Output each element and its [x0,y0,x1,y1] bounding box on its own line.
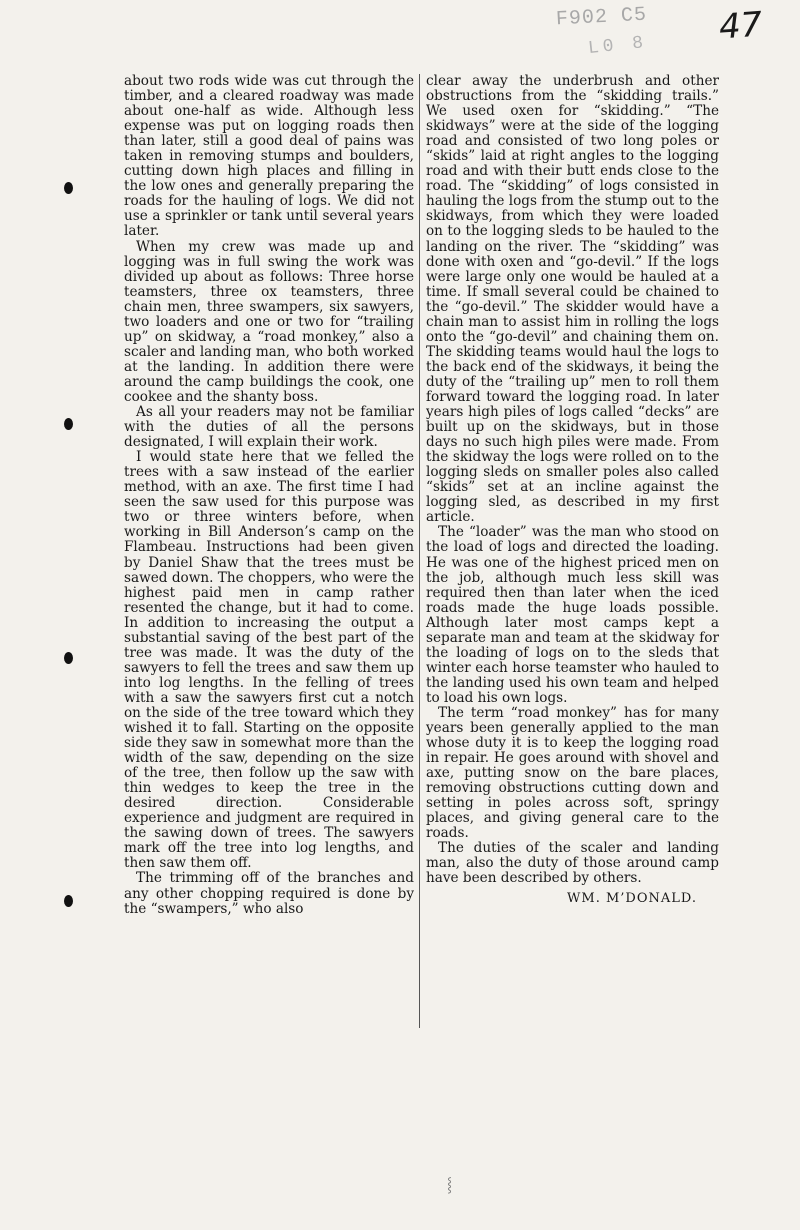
paragraph: The duties of the scaler and landing man, also the duty of those around camp have been described by others. [426,840,719,887]
punch-hole-4 [64,895,73,907]
paragraph: When my crew was made up and logging was in full swing the work was divided up about as follows: Three horse teamsters, three ox teamsters, three chain men, three swampers, six sawyers, two loaders and one or two for “trailing up” on skidway, a “road monkey,” also a scaler and landing man, who both worked at the landing. In addition there were around the camp buildings the cook, one cookee and the shanty boss. [124,238,414,405]
paragraph: about two rods wide was cut through the timber, and a cleared roadway was made about one-half as wide. Although less expense was put on logging roads then than later, still a good deal of pains was taken in removing stumps and boulders, cutting down high places and filling in the low ones and generally preparing the roads for the hauling of logs. We did not use a sprinkler or tank until several years later. [124,73,414,240]
paragraph: clear away the underbrush and other obstructions from the “skidding trails.” We used oxen for “skidding.” “The skidways” were at the side of the logging road and consisted of two long poles or “skids” laid at right angles to the logging road and with their butt ends close to the road. The “skidding” of logs consisted in hauling the logs from the stump out to the skidways, from which they were loaded on to the logging sleds to be hauled to the landing on the river. The “skidding” was done with oxen and “go-devil.” If the logs were large only one would be hauled at a time. If small several could be chained to the “go-devil.” The skidder would have a chain man to assist him in rolling the logs onto the “go-devil” and chaining them on. The skidding teams would haul the logs to the back end of the skidways, it being the duty of the “trailing up” men to roll them forward toward the logging road. In later years high piles of logs called “decks” are built up on the skidways, but in those days no such high piles were made. From the skidway the logs were rolled on to the logging sleds on smaller poles also called “skids” set at an incline against the logging sled, as described in my first article. [426,73,719,526]
paragraph: The trimming off of the branches and any other chopping required is done by the “swampers,” who also [124,870,414,917]
punch-hole-3 [64,652,73,664]
punch-hole-2 [64,418,73,430]
reference-stamp-line2: L0 8 [587,32,649,60]
article-column-left [124,74,414,917]
column-divider [419,74,420,1028]
scan-artifact-mark: ⸾ [447,1177,453,1193]
paragraph: As all your readers may not be familiar with the duties of all the persons designated, I will explain their work. [124,404,414,451]
author-signature: WM. M’DONALD. [567,890,697,906]
paragraph: The term “road monkey” has for many years been generally applied to the man whose duty it is to keep the logging road in repair. He goes around with shovel and axe, putting snow on the bare places, removing obstructions cutting down and setting in poles across soft, springy places, and giving general care to the roads. [426,704,719,842]
page-number: 47 [717,4,764,48]
paragraph: The “loader” was the man who stood on the load of logs and directed the loading. He was one of the highest priced men on the job, although much less skill was required then than later when the iced roads made the huge loads possible. Although later most camps kept a separate man and team at the skidway for the loading of logs on to the sleds that winter each horse teamster who hauled to the landing used his own team and helped to load his own logs. [426,524,719,706]
reference-stamp: F902 C5 [555,3,648,32]
article-column-right [426,74,719,906]
punch-hole-1 [64,182,73,194]
paragraph: I would state here that we felled the trees with a saw instead of the earlier method, with an axe. The first time I had seen the saw used for this purpose was two or three winters before, when working in Bill Anderson’s camp on the Flambeau. Instructions had been given by Daniel Shaw that the trees must be sawed down. The choppers, who were the highest paid men in camp rather resented the change, but it had to come. In addition to increasing the output a substantial saving of the best part of the tree was made. It was the duty of the sawyers to fell the trees and saw them up into log lengths. In the felling of trees with a saw the sawyers first cut a notch on the side of the tree toward which they wished it to fall. Starting on the opposite side they saw in somewhat more than the width of the saw, depending on the size of the tree, then follow up the saw with thin wedges to keep the tree in the desired direction. Considerable experience and judgment are required in the sawing down of trees. The sawyers mark off the tree into log lengths, and then saw them off. [124,449,414,872]
